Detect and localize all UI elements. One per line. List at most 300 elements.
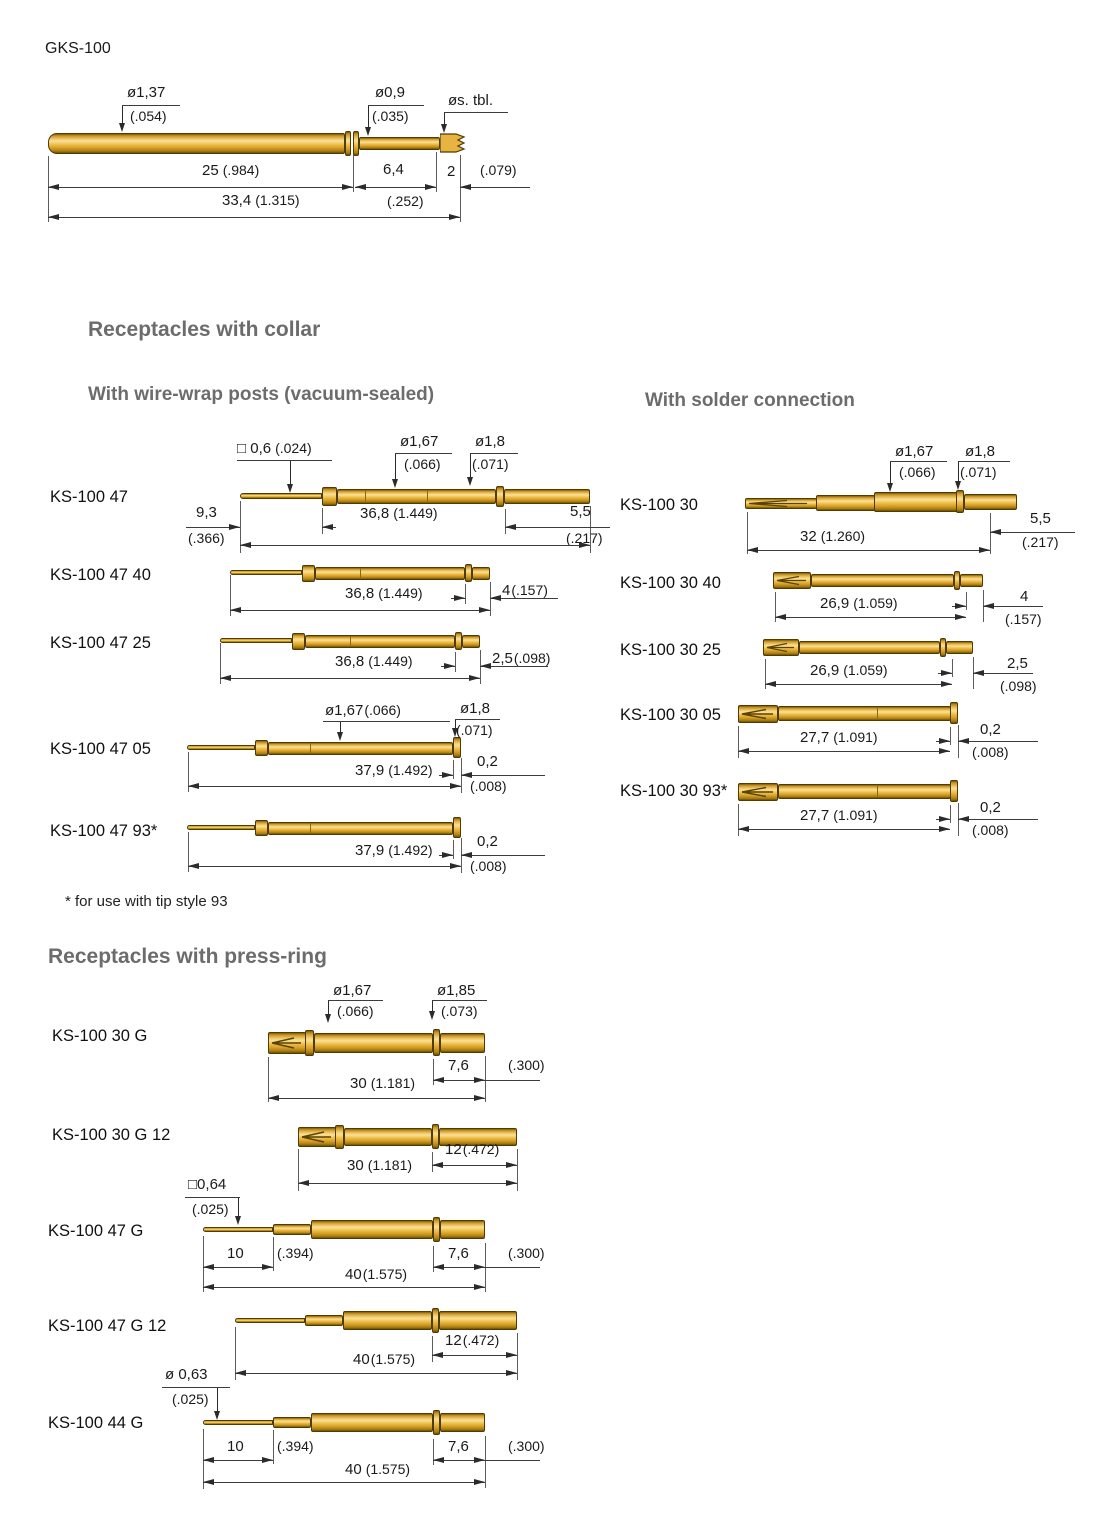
solder-slot-icon [740,707,776,721]
part-label: KS-100 47 05 [50,740,151,758]
barrel [811,574,954,587]
mid-section [305,1315,343,1326]
dimension-line [186,527,240,528]
extension-line [273,1237,274,1271]
tail-dim-mm: 4 [1020,588,1029,605]
part-label: KS-100 44 G [48,1414,144,1432]
extension-line [322,508,323,534]
extension-line [966,592,967,610]
segment-line [310,823,311,834]
dimension-line [203,1267,273,1268]
solder-slot-icon [747,499,813,508]
gks-shaft [359,137,440,150]
length-dim [347,1157,412,1174]
dim-mm: 27,7 [800,729,830,746]
gks-dim-shaft-in: (.252) [387,193,424,209]
segment-line [877,785,878,798]
part-label: KS-100 47 25 [50,634,151,652]
leader-arrow-down-icon [958,462,959,481]
tail-dim-mm: 0,2 [477,753,498,770]
part-label: KS-100 47 G 12 [48,1317,167,1335]
tail-dim-mm: 0,2 [980,799,1001,816]
tail-dim-in: (.008) [470,858,507,874]
post-dim-in: (.394) [277,1438,314,1454]
dia1-mm: ø1,67 [333,982,372,999]
dimension-line [738,751,950,752]
wire-wrap-post [187,745,255,750]
length-dim [345,585,423,602]
dim-mm: 30 [347,1157,364,1174]
barrel [315,567,465,580]
tail-dim-in: (.300) [508,1438,545,1454]
dia1-mm: ø1,67 [400,433,439,450]
dimension-arrow [439,855,453,856]
part-label: KS-100 30 93* [620,782,728,800]
wire-wrap-post [187,825,255,830]
extension-line [465,584,466,604]
tail-dim-mm: 7,6 [448,1245,469,1262]
segment-line [877,707,878,720]
dim-mm: 26,9 [810,662,840,679]
leader-arrow-down-icon [395,454,396,479]
mid-section [273,1417,311,1428]
dimension-arrow [322,527,336,528]
square-post-label [237,440,312,457]
tail [440,1220,485,1239]
dimension-line [990,532,1075,533]
dia2-mm: ø1,85 [437,982,476,999]
length-dim [820,595,898,612]
dia2-in: (.073) [441,1003,478,1019]
dim-in: (1.059) [843,662,888,678]
dim-mm: 4 [502,582,511,599]
dim-mm: 2,5 [492,650,513,667]
dim-mm: 40 [353,1351,370,1368]
dimension-line [355,187,436,188]
dimension-arrow [451,598,465,599]
extension-line [273,1430,274,1464]
extension-line [950,727,951,745]
leader-arrow-down-icon [432,1001,433,1011]
tail [439,1311,517,1330]
gks-dia-shaft-in: (.035) [372,108,409,124]
dim-in: (.024) [275,440,312,456]
tail-dim [502,582,548,599]
tail [504,489,590,504]
tail-dim-in: (.300) [508,1245,545,1261]
post-dim-mm: 10 [227,1438,244,1455]
press-ring [433,1029,440,1056]
collar [322,487,337,506]
dimension-line [433,1267,485,1268]
tail-dim-in: (.217) [1022,534,1059,550]
dim-in: (.098) [513,650,551,666]
dim-mm: 26,9 [820,595,850,612]
gks-dim-shaft-mm: 6,4 [383,161,404,178]
leader-arrow-down-icon [122,106,123,123]
ring [453,737,461,758]
leader-arrow-down-icon [238,1198,239,1216]
dim-mm: 40 [345,1461,362,1478]
gks-serrated-tip [440,132,466,154]
dim-mm: 12 [445,1332,462,1349]
dim-in: (.472) [462,1141,500,1157]
barrel [305,635,455,648]
dim-in: (1.260) [820,528,866,544]
leader-arrow-down-icon [328,1001,329,1014]
dia2-in: (.071) [456,722,493,738]
dim-in: (1.315) [255,192,300,208]
barrel [874,492,958,512]
section-pressring-heading: Receptacles with press-ring [48,945,327,968]
dimension-line [485,1460,540,1461]
extension-line [517,1333,518,1380]
post-dim-mm: 10 [227,1245,244,1262]
length-dim [810,662,888,679]
dim-in: (1.492) [388,762,433,778]
barrel [343,1311,432,1330]
leader-line [958,461,1010,462]
segment-line [350,636,351,647]
dia2-mm: ø1,8 [460,700,491,717]
segment-line [360,568,361,579]
dimension-line [268,1098,485,1099]
press-ring [432,1124,439,1149]
dim-mm: 12 [445,1141,462,1158]
part-label: KS-100 47 [50,488,128,506]
part-label: KS-100 47 G [48,1222,144,1240]
extension-line [455,652,456,672]
wire-wrap-post [230,570,302,575]
dia2-in: (.071) [472,456,509,472]
extension-line [485,1056,486,1102]
dia1-mm: ø1,67 [895,443,934,460]
dimension-line [220,678,480,679]
extension-line [485,1436,486,1488]
leader-line [395,453,452,454]
dimension-line [747,550,990,551]
leader-line [185,1197,240,1198]
dim-mm: ø1,67 [325,702,364,719]
post-dia-mm: ø 0,63 [165,1366,208,1383]
solder-slot-icon [775,574,809,587]
extension-line [950,805,951,823]
leader-arrow-down-icon [470,454,471,477]
square-post-mm: □0,64 [188,1176,227,1193]
tail [462,635,480,648]
leader-arrow-down-icon [217,1388,218,1411]
post [203,1420,273,1425]
dim-in: (.472) [462,1332,500,1348]
tail-dim-mm: 0,2 [980,721,1001,738]
length-dim [350,1075,415,1092]
dimension-line [775,617,966,618]
gks-dim-total [222,192,300,209]
tail-dim-in: (.098) [1000,678,1037,694]
solder-slot-icon [740,785,776,799]
dimension-line [738,829,950,830]
dim-mm: 33,4 [222,192,252,209]
dimension-line [48,217,460,218]
barrel [311,1220,433,1239]
tail-dim-in: (.157) [1005,611,1042,627]
extension-line [353,155,354,192]
part-label: KS-100 47 40 [50,566,151,584]
section-collar-heading: Receptacles with collar [88,318,321,341]
mid-section [273,1224,311,1235]
dia1-in: (.066) [337,1003,374,1019]
dim-in: (.066) [364,702,401,718]
dimension-line [433,1080,485,1081]
leader-arrow-down-icon [890,462,891,483]
extension-line [952,659,953,677]
ring [950,780,958,802]
post-dim-in: (.394) [277,1245,314,1261]
dimension-arrow [936,819,950,820]
extension-line [436,152,437,192]
dim-mm: 32 [800,528,817,545]
tail-dim [445,1141,499,1158]
ring [455,632,462,650]
dimension-line [958,819,1038,820]
leader-arrow-down-icon [368,106,369,127]
leader-line [122,105,180,106]
tail-dim-mm: 7,6 [448,1438,469,1455]
tail-dim-mm: 5,5 [570,503,591,520]
dim-mm: 37,9 [355,762,385,779]
segment-line [310,743,311,754]
tail-dim-in: (.008) [972,822,1009,838]
footnote: * for use with tip style 93 [65,893,228,910]
barrel [344,1128,432,1146]
dimension-line [983,606,1043,607]
dim-mm: 36,8 [360,505,390,522]
length-dim [355,842,433,859]
dim-in: (1.091) [833,807,878,823]
dim-mm: 30 [350,1075,367,1092]
leader-line [890,461,947,462]
leader-line [470,453,518,454]
length-dim [335,653,413,670]
tail-dim-in: (.217) [566,530,603,546]
dimension-line [958,741,1038,742]
solder-slot-icon [300,1129,334,1145]
tail [964,494,1017,510]
barrel [799,641,940,654]
tail-dim-mm: 2,5 [1007,655,1028,672]
dimension-arrow [441,666,455,667]
mid-section [816,495,875,511]
barrel [314,1033,433,1053]
tail-dim [492,650,550,667]
press-ring [432,1308,439,1333]
length-dim [353,1351,415,1368]
square-post-in: (.025) [192,1201,229,1217]
leader-line [237,460,332,461]
dim-in: (1.059) [853,595,898,611]
dimension-line [432,1165,517,1166]
leader-arrow-down-icon [455,720,456,728]
dimension-line [188,786,461,787]
leader-arrow-down-icon [340,722,341,732]
subsection-wirewrap-heading: With wire-wrap posts (vacuum-sealed) [88,384,435,405]
dia2-mm: ø1,8 [965,443,996,460]
length-dim [800,729,878,746]
leader-arrow-down-icon [290,461,291,484]
leader-line [368,105,424,106]
post [235,1318,305,1323]
ring [956,490,964,513]
gks-dim-tip-mm: 2 [447,163,456,180]
collar [302,565,315,582]
part-label: KS-100 47 93* [50,822,158,840]
tail [440,1033,485,1053]
dim-in: (1.575) [362,1266,408,1282]
dimension-line [973,673,1033,674]
length-dim [800,807,878,824]
dim-in: (1.091) [833,729,878,745]
dim-mm: 25 [202,162,219,179]
dimension-line [230,610,490,611]
tail-dim-mm: 5,5 [1030,510,1051,527]
extension-line [505,509,506,534]
dia2-in: (.071) [960,464,997,480]
tail [472,567,490,580]
collar [255,740,268,756]
dim-in: (.157) [511,582,548,598]
dimension-line [460,187,530,188]
post-dim-in: (.366) [188,530,225,546]
dimension-line [203,1460,273,1461]
dim-mm: 40 [345,1266,362,1283]
dim-in: (1.449) [393,505,438,521]
collar [305,1030,314,1056]
dimension-line [203,1287,485,1288]
part-label: KS-100 30 G 12 [52,1126,171,1144]
wire-wrap-post [240,493,322,499]
ring [950,702,958,724]
post-dim-mm: 9,3 [196,504,217,521]
segment-line [427,490,428,503]
dimension-line [298,1183,517,1184]
barrel [311,1413,433,1432]
gks-collar-ring-1 [345,131,351,156]
extension-line [517,1149,518,1191]
tail-dim-in: (.300) [508,1057,545,1073]
ring [496,486,504,507]
post-dia-in: (.025) [172,1391,209,1407]
gks-dim-tip-in: (.079) [480,162,517,178]
length-dim [360,505,438,522]
dim-in: (1.449) [378,585,423,601]
barrel [778,706,951,721]
collar [255,820,268,836]
dim-in: (1.181) [370,1075,416,1091]
extension-line [453,760,454,779]
gks-dia-shaft-mm: ø0,9 [375,84,406,101]
leader-arrow-down-icon [444,113,445,124]
gks-dia-barrel-mm: ø1,37 [127,84,166,101]
length-dim [355,762,433,779]
ring [453,817,461,838]
post [203,1227,273,1232]
part-label: KS-100 30 [620,496,698,514]
gks-dia-barrel-in: (.054) [130,108,167,124]
part-label: KS-100 30 25 [620,641,721,659]
dimension-line [485,1080,540,1081]
leader-line [444,112,508,113]
extension-line [453,840,454,859]
dim-in: (1.575) [370,1351,416,1367]
dim-mm: □ 0,6 [237,440,272,457]
dimension-line [188,866,461,867]
gks-dia-tip: øs. tbl. [448,92,494,109]
part-label: KS-100 30 05 [620,706,721,724]
collar [335,1125,344,1149]
dimension-line [765,684,952,685]
dimension-arrow [439,775,453,776]
tail-dim-in: (.008) [470,778,507,794]
barrel [337,489,496,504]
dim-in: (1.575) [365,1461,411,1477]
leader-line [432,1000,487,1001]
dimension-arrow [952,606,966,607]
dimension-line [235,1373,517,1374]
dim-in: (1.181) [367,1157,413,1173]
ring [465,564,472,582]
barrel [268,822,453,835]
collar [292,633,305,650]
dimension-line [432,1355,517,1356]
segment-line [365,490,366,503]
dim-in: (1.449) [368,653,413,669]
tail-dim-mm: 0,2 [477,833,498,850]
dia1-in: (.066) [899,464,936,480]
dimension-line [505,527,610,528]
tail-dim-mm: 7,6 [448,1057,469,1074]
length-dim [800,528,865,545]
dimension-line [433,1460,485,1461]
press-ring [433,1217,440,1242]
dimension-line [485,1267,540,1268]
dim-in: (.984) [222,162,260,178]
subsection-solder-heading: With solder connection [645,390,855,411]
gks-dim-barrel [202,162,259,179]
dim-mm: 36,8 [345,585,375,602]
press-ring [433,1410,440,1435]
leader-line [162,1387,230,1388]
dim-mm: 36,8 [335,653,365,670]
barrel [778,784,951,799]
dimension-arrow [936,741,950,742]
solder-slot-icon [765,641,797,654]
dimension-line [203,1482,485,1483]
length-dim [345,1266,407,1283]
dim-mm: 37,9 [355,842,385,859]
length-dim [345,1461,410,1478]
dimension-line [461,855,545,856]
solder-slot-icon [270,1035,304,1051]
tail-dim [445,1332,499,1349]
leader-line [323,721,450,722]
tail-dim-in: (.008) [972,744,1009,760]
dim-mm: 27,7 [800,807,830,824]
leader-line [455,719,500,720]
dia2-mm: ø1,8 [475,433,506,450]
dia1-label [325,702,401,719]
leader-line [328,1000,383,1001]
tail [960,574,983,587]
